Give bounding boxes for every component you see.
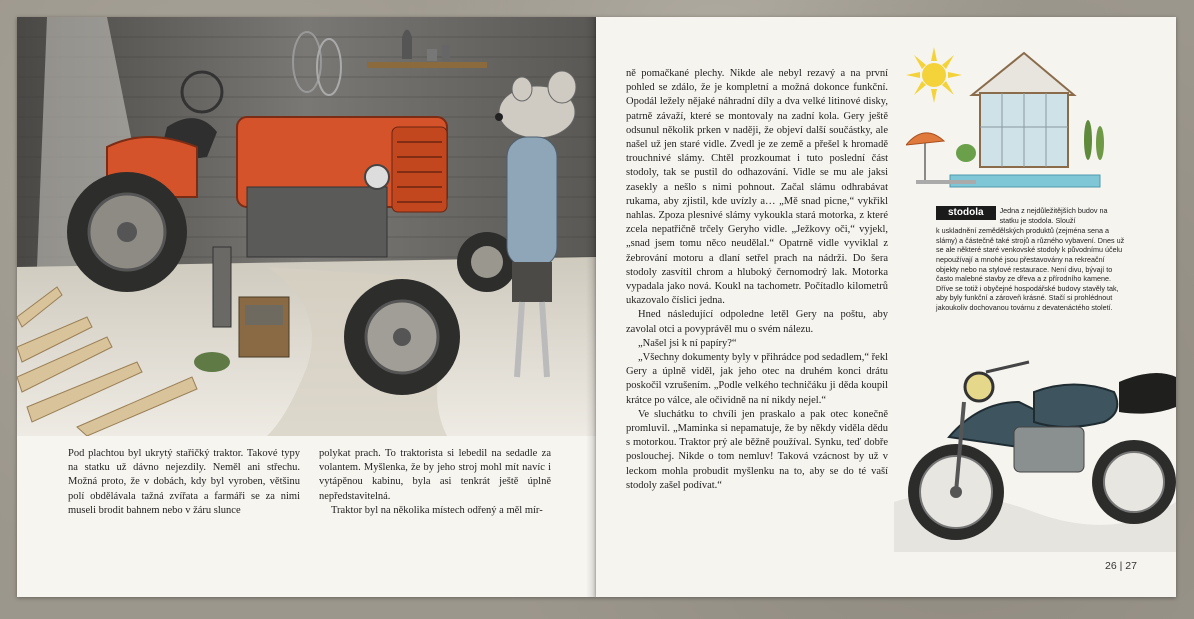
- right-text-column: [626, 67, 888, 493]
- stodola-tag: stodola: [936, 206, 996, 220]
- sidebar-first-lines: Jedna z nejdůležitějších budov na statku je stodola. Slouží: [999, 206, 1108, 225]
- motorcycle-illustration: [894, 342, 1176, 552]
- paragraph: ně pomačkané plechy. Nikde ale nebyl rezavý a na první pohled se zdálo, že je kompletní a možná dokonce funkční. Opodál ležely nějaké náhradní díly a dva velké litinové disky, patrně závaží, které se montovaly na zadní kola. Gery ještě odsunul několik prken v naději, že objeví další součástky, ale našel už jen staré vidle. Zvedl je ze země a přešel k hromadě trouchnivé slámy. Chtěl prozkoumat i tuto poslední část stodoly, tak se pustil do odhazování. Vidle se mu ale jaksi zasekly a nešlo s nimi pohnout. Začal slámu odhrabávat rukama, aby zjistil, kde uvízly a… „Mě snad picne,“ vykřikl nahlas. Zpoza plesnivé slámy vykoukla stará motorka, z které zcela nepatřičně trčely Geryho vidle. „Ježkovy oči,“ vyjekl, „snad jsem tomu něco neudělal.“ Opatrně vidle vyviklal z žebrování motoru a dlaní setřel prach na nádrži. Do šera stodoly zasvítil chrom a hluboký černomodrý lak. Motorka vypadala jako nová. Koukl na tachometr. Počítadlo kilometrů ukazovalo číslici jedna.: [626, 68, 888, 307]
- page-numbers: 26 | 27: [1105, 560, 1137, 572]
- paragraph: Hned následující odpoledne letěl Gery na poštu, aby zavolal otci a povyprávěl mu o svém nálezu.: [626, 309, 888, 335]
- info-sidebar: [936, 206, 1126, 313]
- barn-house-illustration: [906, 35, 1131, 207]
- right-page: [596, 17, 1176, 597]
- paragraph: Pod plachtou byl ukrytý stařičký traktor. Takové typy na statku už dávno nejezdily. Neměl ani střechu. Možná proto, že v dobách, kdy byl vyroben, většinu polí obdělávala tažná zvířata a farmáři se za nimi museli brodit bahnem nebo v žáru slunce: [68, 448, 300, 516]
- sidebar-text: k uskladnění zemědělských produktů (zejména sena a slámy) a částečně také strojů a různého vybavení. Dnes už se ale některé staré venkovské stodoly k původnímu účelu nepoužívají a mnohé jsou přestavovány na rekreační objekty nebo na stylové restaurace. Není divu, bývají to často malebné stavby ze dřeva a z přírodního kamene. Dříve se totiž i obyčejné hospodářské budovy stavěly tak, aby byly funkční a zároveň krásné. Stačí si prohlédnout jakoukoliv dochovanou továrnu z devatenáctého století.: [936, 226, 1125, 312]
- paragraph: polykat prach. To traktorista si lebedil na sedadle za volantem. Myšlenka, že by jeho stroj mohl mít navíc i vytápěnou kabinu, byla asi tenkrát ještě úplně nepředstavitelná.: [319, 448, 551, 502]
- paragraph: „Všechny dokumenty byly v přihrádce pod sedadlem,“ řekl Gery a úplně viděl, jak jeho otec na druhém konci drátu poskočil vzrušením. „Podle velkého techničáku ji děda koupil krátce po válce, ale očividně na ní nikdy nejel.“: [626, 352, 888, 406]
- barn-tractor-illustration: [17, 17, 596, 436]
- left-column-2: [319, 447, 551, 518]
- left-page: [17, 17, 596, 597]
- paragraph: „Našel jsi k ní papíry?“: [638, 337, 737, 349]
- left-column-1: [68, 447, 300, 518]
- paragraph: Ve sluchátku to chvíli jen praskalo a pak otec konečně promluvil. „Maminka si nepamatuje, že by někdy viděla dědu s motorkou. Traktor prý ale běžně používal. Synku, teď dobře poslouchej. Nikde o tom nemluv! Taková vzácnost by už v leckom mohla probudit myšlenku na to, aby se do té vaší stodoly zašel podívat.“: [626, 408, 888, 491]
- paragraph: Traktor byl na několika místech odřený a měl mír-: [331, 504, 543, 516]
